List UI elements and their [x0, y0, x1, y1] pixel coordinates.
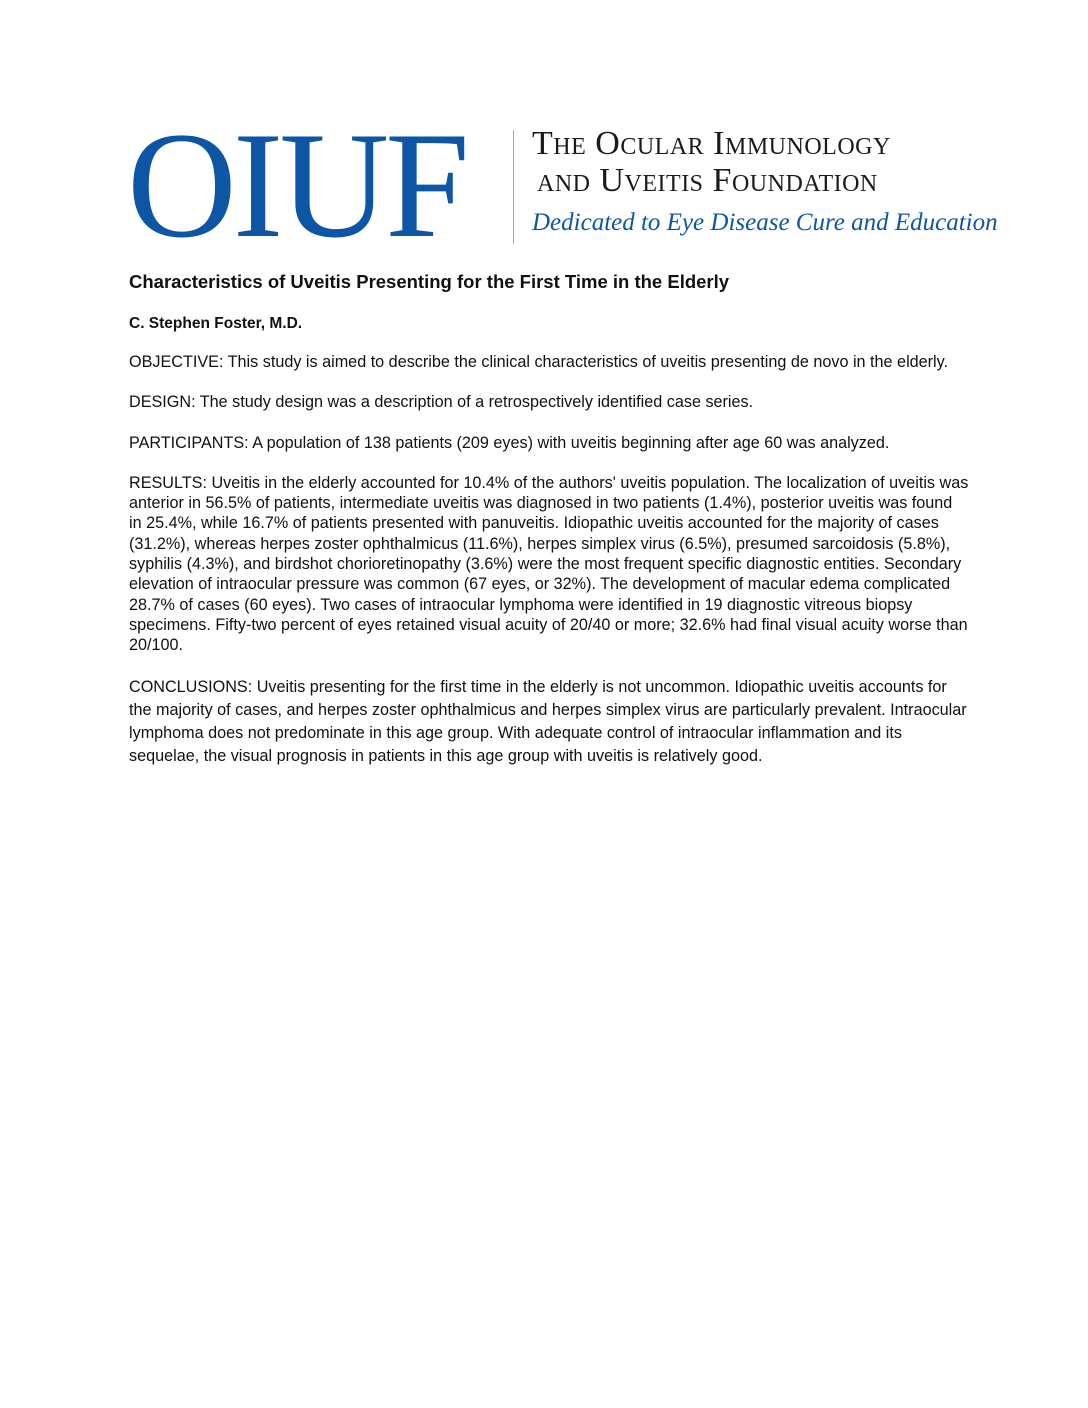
- conclusions-paragraph: CONCLUSIONS: Uveitis presenting for the first time in the elderly is not uncommon. Idiopathic uveitis accounts for the majority of cases, and herpes zoster ophthalmicus and herpes simplex virus are particularly prevalent. Intraocular lymphoma does not predominate in this age group. With adequate control of intraocular inflammation and its sequelae, the visual prognosis in patients in this age group with uveitis is relatively good.: [129, 677, 967, 766]
- org-name-line-1: The Ocular Immunology: [532, 125, 891, 162]
- logo-divider: [513, 130, 514, 244]
- foundation-tagline: Dedicated to Eye Disease Cure and Education: [532, 209, 998, 236]
- objective-paragraph: OBJECTIVE: This study is aimed to describe the clinical characteristics of uveitis presenting de novo in the elderly.: [129, 353, 949, 371]
- oiuf-logo: OIUF: [127, 101, 466, 269]
- author-name: C. Stephen Foster, M.D.: [129, 315, 303, 332]
- abstract-body: [129, 270, 969, 788]
- participants-paragraph: PARTICIPANTS: A population of 138 patients (209 eyes) with uveitis beginning after age 60 was analyzed.: [129, 433, 890, 452]
- results-paragraph: RESULTS: Uveitis in the elderly accounted for 10.4% of the authors' uveitis population. The localization of uveitis was anterior in 56.5% of patients, intermediate uveitis was diagnosed in two patients (1.4%), posterior uveitis was found in 25.4%, while 16.7% of patients presented with panuveitis. Idiopathic uveitis accounted for the majority of cases (31.2%), whereas herpes zoster ophthalmicus (11.6%), herpes simplex virus (6.5%), presumed sarcoidosis (5.8%), syphilis (4.3%), and birdshot chorioretinopathy (3.6%) were the most frequent specific diagnostic entities. Secondary elevation of intraocular pressure was common (67 eyes, or 32%). The development of macular edema complicated 28.7% of cases (60 eyes). Two cases of intraocular lymphoma were identified in 19 diagnostic vitreous biopsy specimens. Fifty-two percent of eyes retained visual acuity of 20/40 or more; 32.6% had final visual acuity worse than 20/100.: [129, 473, 969, 655]
- document-title: Characteristics of Uveitis Presenting for the First Time in the Elderly: [129, 271, 730, 292]
- org-name-line-2: and Uveitis Foundation: [537, 162, 878, 199]
- foundation-header: [127, 101, 998, 269]
- design-paragraph: DESIGN: The study design was a description of a retrospectively identified case series.: [129, 393, 754, 412]
